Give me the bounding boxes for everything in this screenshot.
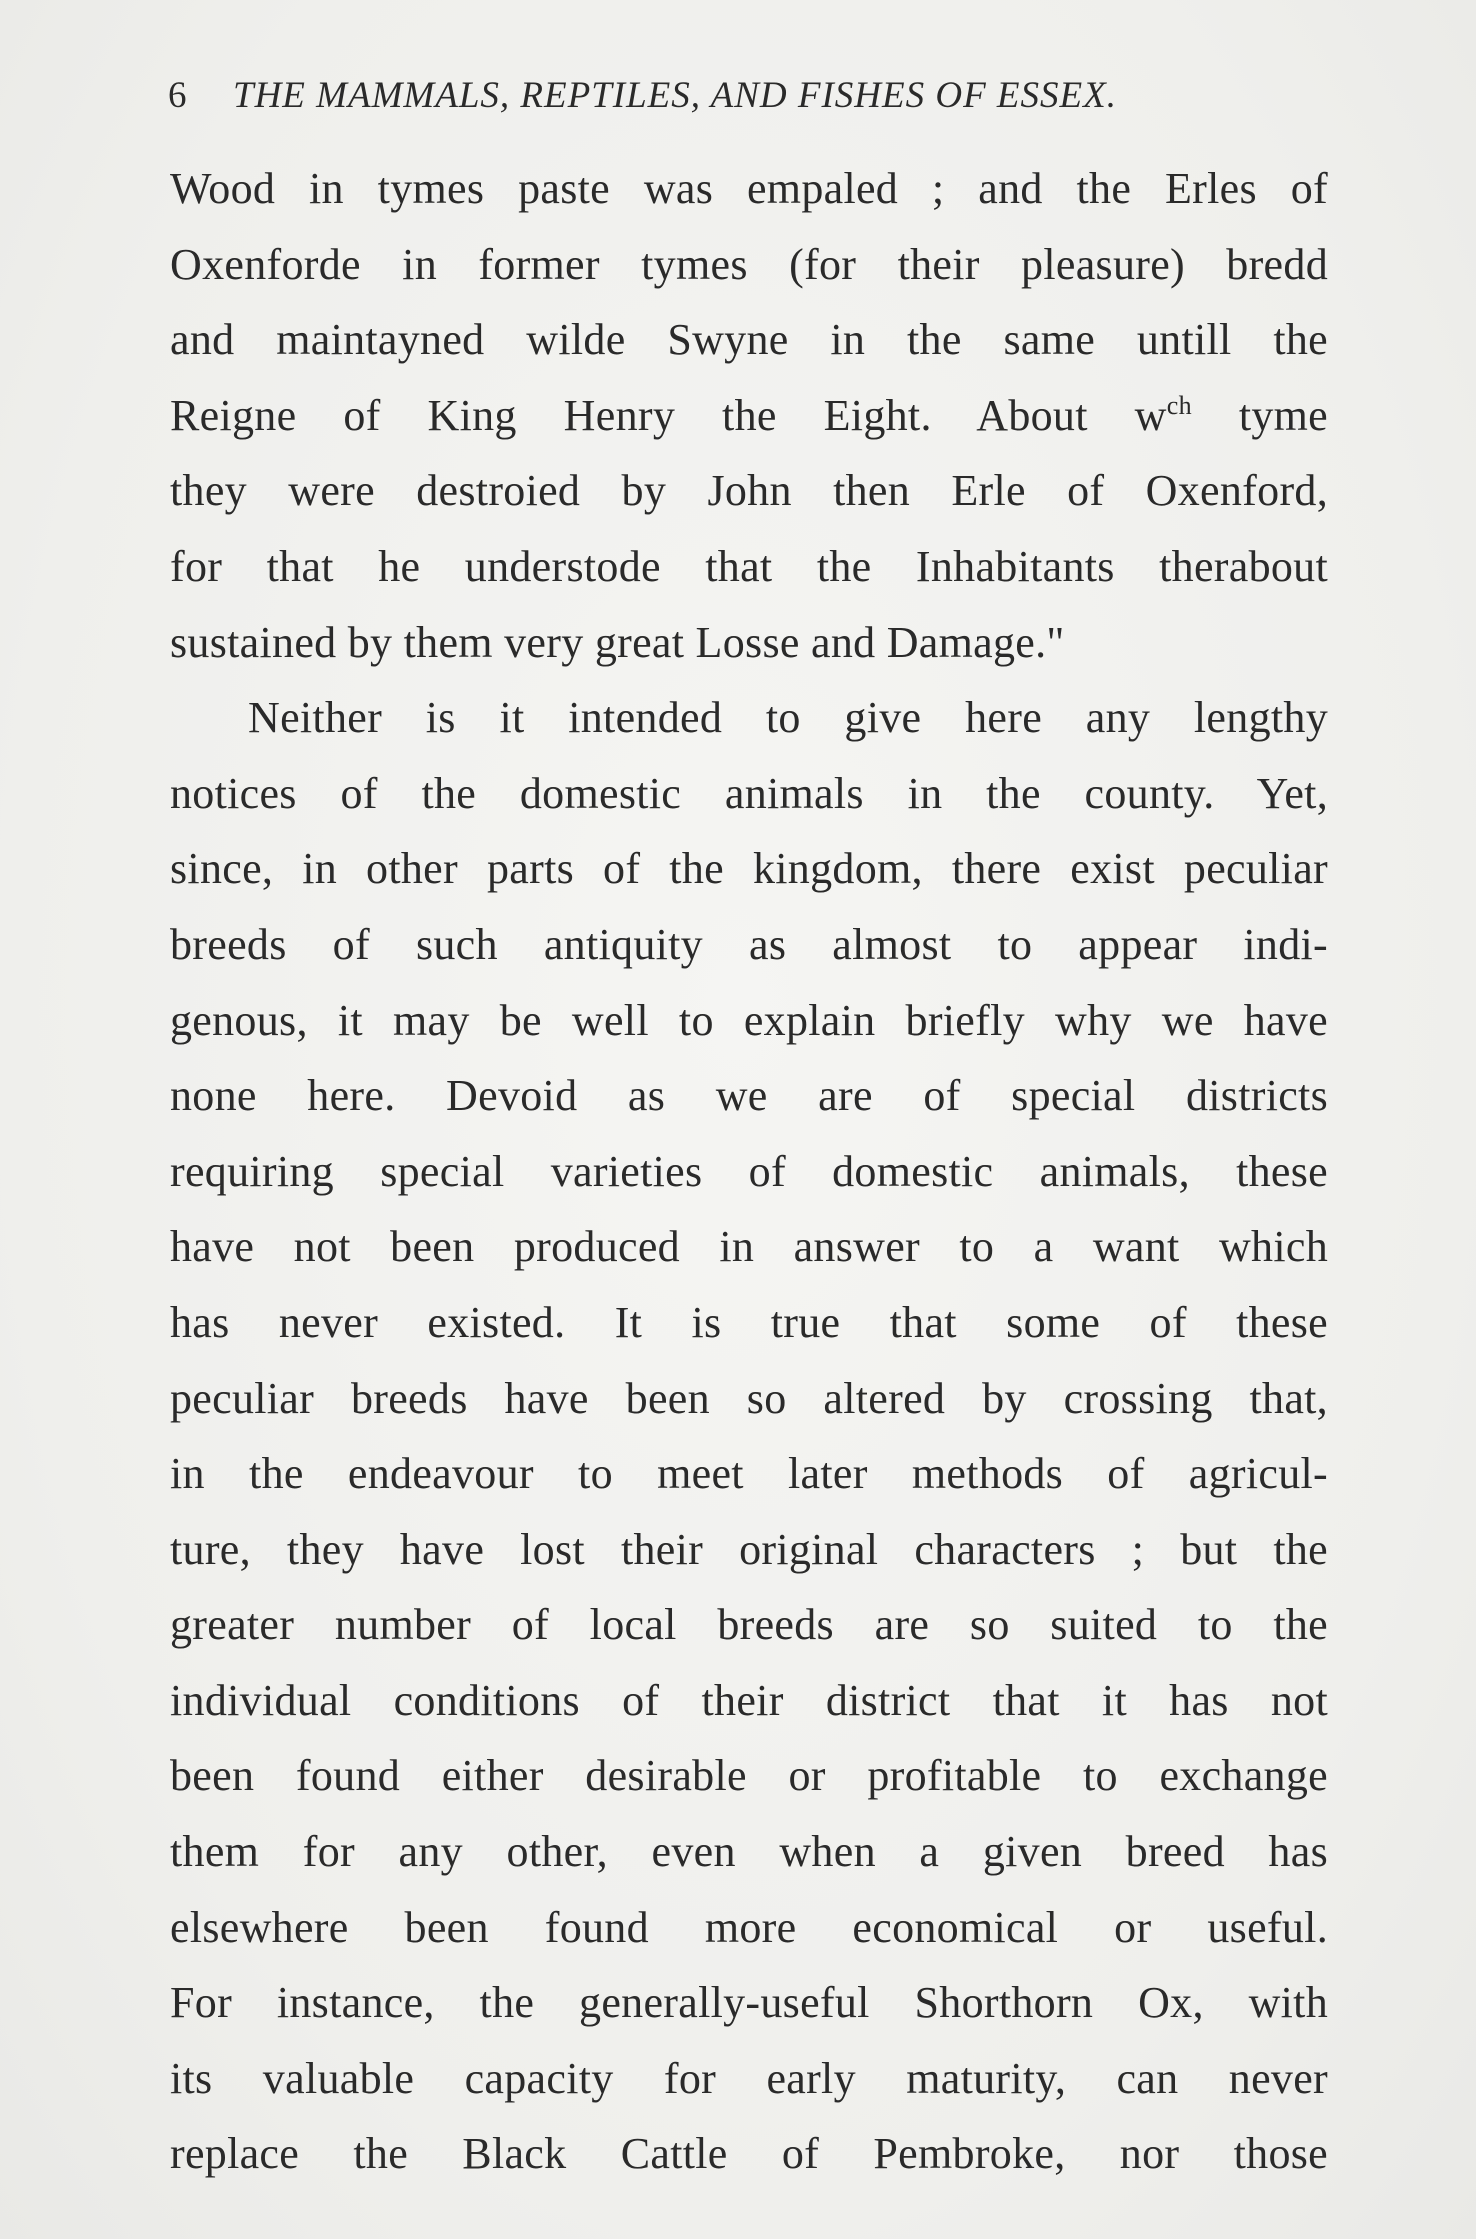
text-line: breeds of such antiquity as almost to appear indi- (170, 919, 1328, 969)
text-line (170, 378, 1328, 454)
text-line: and maintayned wilde Swyne in the same untill the (170, 315, 1328, 365)
text-line: individual conditions of their district that it has not (170, 1675, 1328, 1725)
text-line: have not been produced in answer to a want which (170, 1222, 1328, 1272)
text-line: requiring special varieties of domestic animals, these (170, 1146, 1328, 1196)
superscript-abbreviation: ch (1166, 390, 1192, 420)
text-line: notices of the domestic animals in the county. Yet, (170, 768, 1328, 818)
text-line: Oxenforde in former tymes (for their pleasure) bredd (170, 239, 1328, 289)
text-line: greater number of local breeds are so suited to the (170, 1600, 1328, 1650)
text-line: been found either desirable or profitable to exchange (170, 1751, 1328, 1801)
text-line: For instance, the generally-useful Shorthorn Ox, with (170, 1978, 1328, 2028)
text-line: its valuable capacity for early maturity, can never (170, 2053, 1328, 2103)
text-line: genous, it may be well to explain briefly why we have (170, 995, 1328, 1045)
text-line: ture, they have lost their original characters ; but the (170, 1524, 1328, 1574)
text-line: sustained by them very great Losse and Damage." (170, 617, 1065, 667)
running-title: THE MAMMALS, REPTILES, AND FISHES OF ESSEX. (233, 75, 1117, 116)
text-line: replace the Black Cattle of Pembroke, nor those (170, 2129, 1328, 2179)
text-segment: Reigne of King Henry the Eight. About w (170, 390, 1167, 440)
paragraph-first-line: Neither is it intended to give here any lengthy (248, 693, 1328, 743)
text-line: since, in other parts of the kingdom, there exist peculiar (170, 844, 1328, 894)
text-line: for that he understode that the Inhabitants therabout (170, 541, 1328, 591)
text-line: has never existed. It is true that some of these (170, 1297, 1328, 1347)
text-line: peculiar breeds have been so altered by crossing that, (170, 1373, 1328, 1423)
text-line: elsewhere been found more economical or useful. (170, 1902, 1328, 1952)
text-line: they were destroied by John then Erle of Oxenford, (170, 466, 1328, 516)
body-text (170, 151, 1328, 2192)
running-head (168, 66, 1328, 126)
text-line: none here. Devoid as we are of special districts (170, 1071, 1328, 1121)
text-segment: tyme (1191, 390, 1328, 440)
text-line: in the endeavour to meet later methods of agricul- (170, 1449, 1328, 1499)
page-number: 6 (168, 75, 187, 116)
text-line: them for any other, even when a given breed has (170, 1827, 1328, 1877)
text-line: Wood in tymes paste was empaled ; and the Erles of (170, 164, 1328, 213)
